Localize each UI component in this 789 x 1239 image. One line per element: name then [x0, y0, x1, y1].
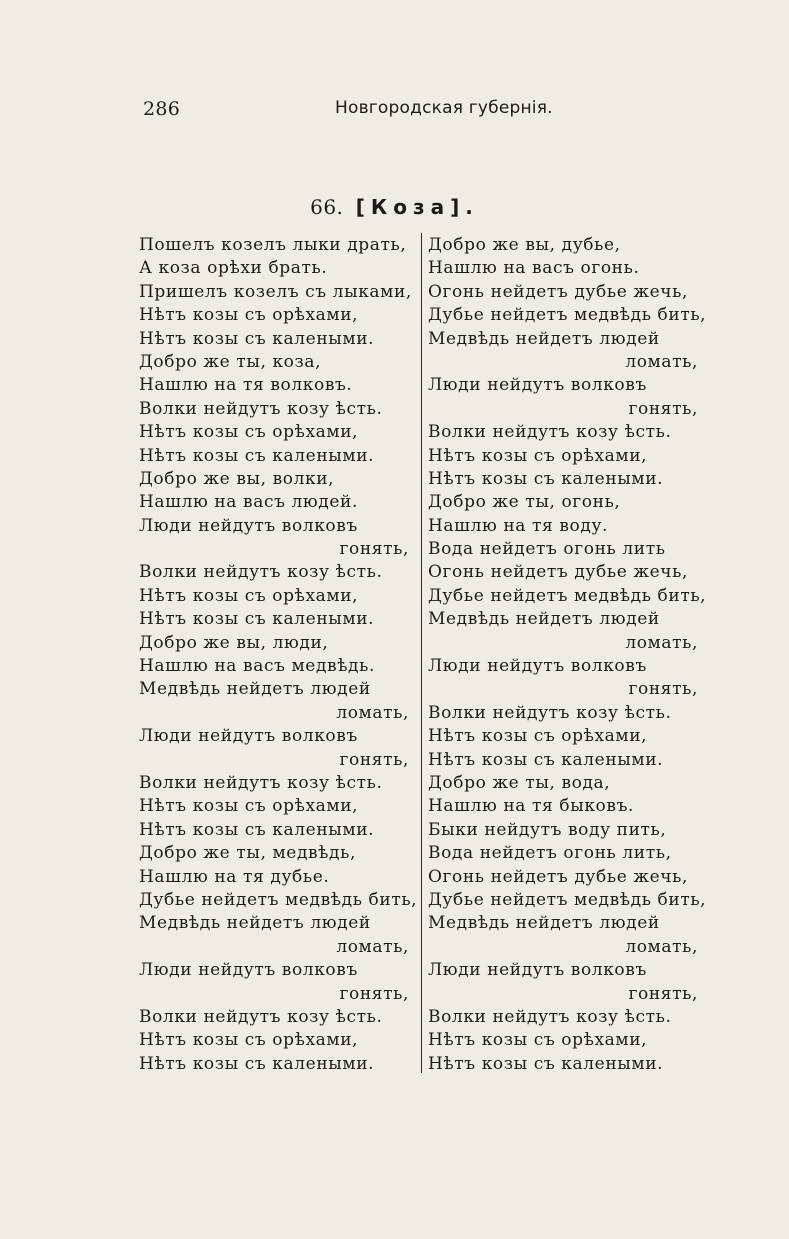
verse-line: Добро же ты, медвѣдь,	[139, 843, 356, 864]
verse-line: Пошелъ козелъ лыки драть,	[139, 235, 407, 255]
verse-line: Нѣтъ козы съ калеными.	[428, 468, 664, 489]
verse-line: Нѣтъ козы съ калеными.	[428, 749, 664, 770]
verse-line: Нѣтъ козы съ орѣхами,	[428, 445, 648, 466]
verse-line: Добро же ты, коза,	[139, 351, 322, 372]
verse-line: Добро же ты, вода,	[428, 772, 611, 793]
verse-line: Нашлю на тя дубье.	[139, 866, 330, 887]
verse-line: Медвѣдь нейдетъ людей	[139, 913, 371, 934]
right-column	[428, 234, 707, 1076]
verse-line: ломать,	[625, 351, 698, 372]
verse-line: Дубье нейдетъ медвѣдь бить,	[428, 585, 707, 606]
verse-line: ломать,	[336, 936, 409, 957]
verse-line: Нѣтъ козы съ калеными.	[139, 819, 375, 840]
verse-line: Вода нейдетъ огонь лить	[428, 539, 666, 560]
verse-line: ломать,	[625, 632, 698, 653]
verse-line: Волки нейдутъ козу ѣсть.	[139, 398, 383, 419]
verse-line: гонять,	[339, 983, 409, 1004]
verse-line: Нѣтъ козы съ калеными.	[139, 1053, 375, 1074]
verse-line: Добро же ты, огонь,	[428, 492, 621, 513]
verse-line: Нѣтъ козы съ орѣхами,	[139, 1030, 359, 1051]
verse-line: А коза орѣхи брать.	[139, 258, 328, 279]
verse-line: Огонь нейдетъ дубье жечь,	[428, 281, 688, 302]
verse-line: Нѣтъ козы съ орѣхами,	[139, 585, 359, 606]
poem-name: [Коза].	[355, 195, 479, 219]
verse-line: Огонь нейдетъ дубье жечь,	[428, 562, 688, 583]
verse-line: Нѣтъ козы съ орѣхами,	[428, 726, 648, 747]
verse-line: Люди нейдутъ волковъ	[428, 375, 647, 396]
verse-line: Добро же вы, дубье,	[428, 235, 621, 255]
poem-title	[0, 195, 789, 219]
verse-line: Нашлю на тя воду.	[428, 515, 609, 536]
running-head: Новгородская губернія.	[335, 98, 553, 118]
verse-line: Люди нейдутъ волковъ	[139, 726, 358, 747]
verse-line: Волки нейдутъ козу ѣсть.	[139, 562, 383, 583]
verse-line: Добро же вы, волки,	[139, 468, 335, 489]
verse-line: Волки нейдутъ козу ѣсть.	[428, 422, 672, 443]
verse-line: Нѣтъ козы съ калеными.	[139, 609, 375, 630]
verse-line: Нѣтъ козы съ орѣхами,	[139, 305, 359, 326]
verse-line: гонять,	[339, 539, 409, 560]
verse-line: гонять,	[628, 398, 698, 419]
verse-line: Волки нейдутъ козу ѣсть.	[428, 702, 672, 723]
verse-line: гонять,	[339, 749, 409, 770]
verse-line: Волки нейдутъ козу ѣсть.	[428, 1006, 672, 1027]
verse-line: Нѣтъ козы съ калеными.	[139, 328, 375, 349]
column-divider	[421, 233, 422, 1073]
verse-line: Нашлю на васъ людей.	[139, 492, 358, 513]
verse-line: Нашлю на васъ медвѣдь.	[139, 656, 375, 677]
verse-line: Быки нейдутъ воду пить,	[428, 819, 667, 840]
page-number: 286	[143, 98, 181, 120]
verse-line: ломать,	[336, 702, 409, 723]
verse-line: Огонь нейдетъ дубье жечь,	[428, 866, 688, 887]
verse-line: Люди нейдутъ волковъ	[139, 515, 358, 536]
verse-line: Люди нейдутъ волковъ	[428, 656, 647, 677]
verse-line: Нѣтъ козы съ орѣхами,	[139, 422, 359, 443]
verse-line: гонять,	[628, 983, 698, 1004]
left-column	[139, 234, 418, 1076]
verse-line: Медвѣдь нейдетъ людей	[428, 913, 660, 934]
verse-line: Нашлю на васъ огонь.	[428, 258, 640, 279]
verse-line: гонять,	[628, 679, 698, 700]
page-header	[143, 98, 663, 128]
verse-line: Дубье нейдетъ медвѣдь бить,	[428, 305, 707, 326]
verse-line: Дубье нейдетъ медвѣдь бить,	[428, 889, 707, 910]
verse-line: Вода нейдетъ огонь лить,	[428, 843, 672, 864]
verse-line: Нѣтъ козы съ орѣхами,	[428, 1030, 648, 1051]
verse-line: Дубье нейдетъ медвѣдь бить,	[139, 889, 418, 910]
verse-line: Волки нейдутъ козу ѣсть.	[139, 772, 383, 793]
verse-line: Волки нейдутъ козу ѣсть.	[139, 1006, 383, 1027]
verse-line: Люди нейдутъ волковъ	[139, 960, 358, 981]
verse-line: Нашлю на тя быковъ.	[428, 796, 634, 817]
verse-line: Люди нейдутъ волковъ	[428, 960, 647, 981]
verse-line: Пришелъ козелъ съ лыками,	[139, 281, 412, 302]
verse-line: Медвѣдь нейдетъ людей	[428, 328, 660, 349]
verse-line: Медвѣдь нейдетъ людей	[428, 609, 660, 630]
verse-line: Нѣтъ козы съ калеными.	[428, 1053, 664, 1074]
verse-line: ломать,	[625, 936, 698, 957]
verse-line: Добро же вы, люди,	[139, 632, 329, 653]
poem-number: 66.	[310, 195, 344, 219]
verse-line: Нашлю на тя волковъ.	[139, 375, 353, 396]
verse-line: Медвѣдь нейдетъ людей	[139, 679, 371, 700]
verse-line: Нѣтъ козы съ калеными.	[139, 445, 375, 466]
verse-line: Нѣтъ козы съ орѣхами,	[139, 796, 359, 817]
